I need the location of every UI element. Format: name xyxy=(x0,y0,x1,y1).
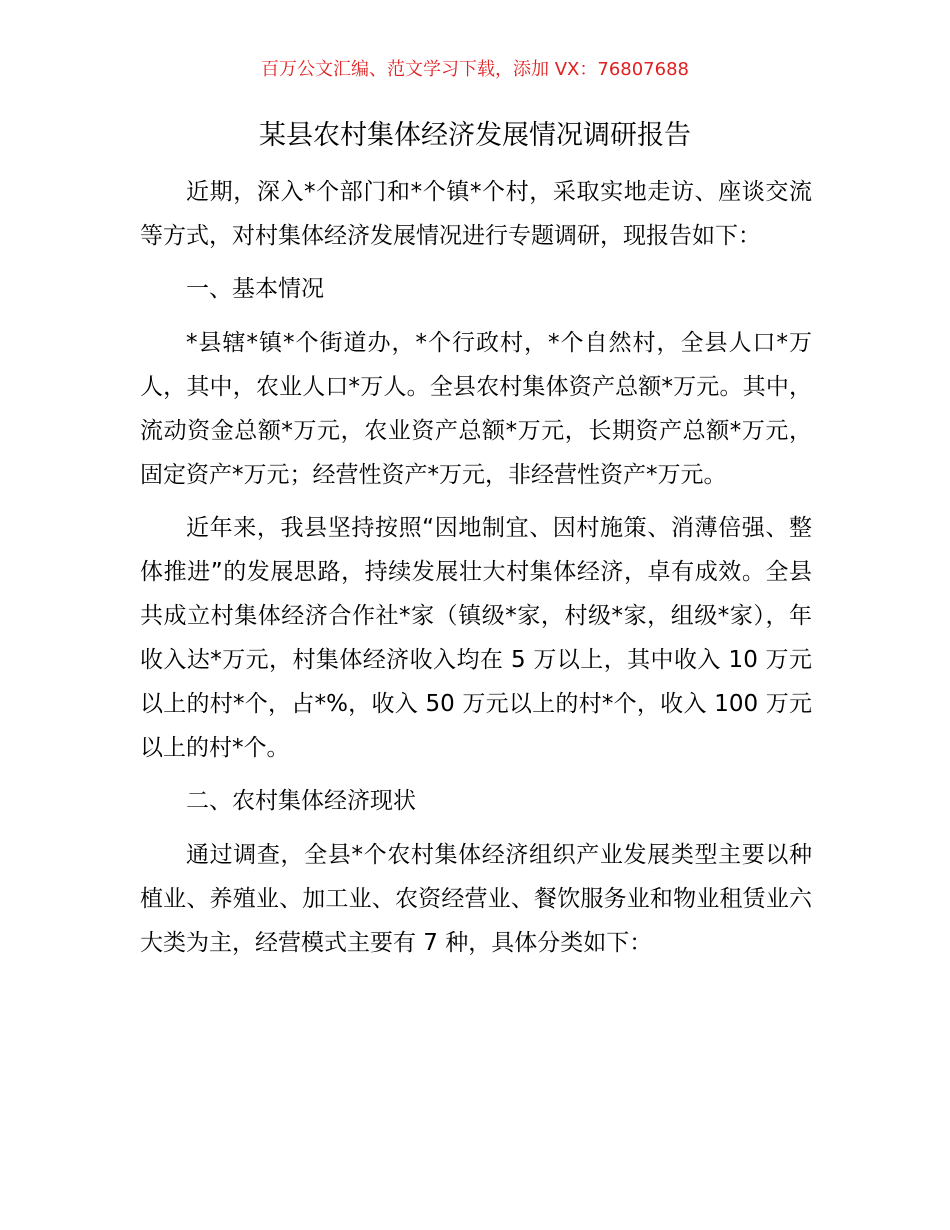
document-body xyxy=(140,170,812,965)
paragraph-development: 近年来，我县坚持按照“因地制宜、因村施策、消薄倍强、整体推进”的发展思路，持续发展壮大村集体经济，卓有成效。全县共成立村集体经济合作社*家（镇级*家，村级*家，组级*家），年收入达*万元，村集体经济收入均在 5 万以上，其中收入 10 万元以上的村*个，占*%，收入 50 万元以上的村*个，收入 100 万元以上的村*个。 xyxy=(140,515,812,761)
header-note: 百万公文汇编、范文学习下载，添加 VX：76807688 xyxy=(261,59,689,80)
paragraph-intro: 近期，深入*个部门和*个镇*个村，采取实地走访、座谈交流等方式，对村集体经济发展情况进行专题调研，现报告如下： xyxy=(140,179,812,249)
paragraph-basic-stats: *县辖*镇*个街道办，*个行政村，*个自然村，全县人口*万人，其中，农业人口*万人。全县农村集体资产总额*万元。其中，流动资金总额*万元，农业资产总额*万元，长期资产总额*万元，固定资产*万元；经营性资产*万元，非经营性资产*万元。 xyxy=(140,330,812,488)
document-title: 某县农村集体经济发展情况调研报告 xyxy=(259,120,691,151)
paragraph-survey: 通过调查，全县*个农村集体经济组织产业发展类型主要以种植业、养殖业、加工业、农资经营业、餐饮服务业和物业租赁业六大类为主，经营模式主要有 7 种，具体分类如下： xyxy=(140,842,812,956)
section-heading-basic: 一、基本情况 xyxy=(186,276,324,302)
section-heading-status: 二、农村集体经济现状 xyxy=(186,788,416,814)
